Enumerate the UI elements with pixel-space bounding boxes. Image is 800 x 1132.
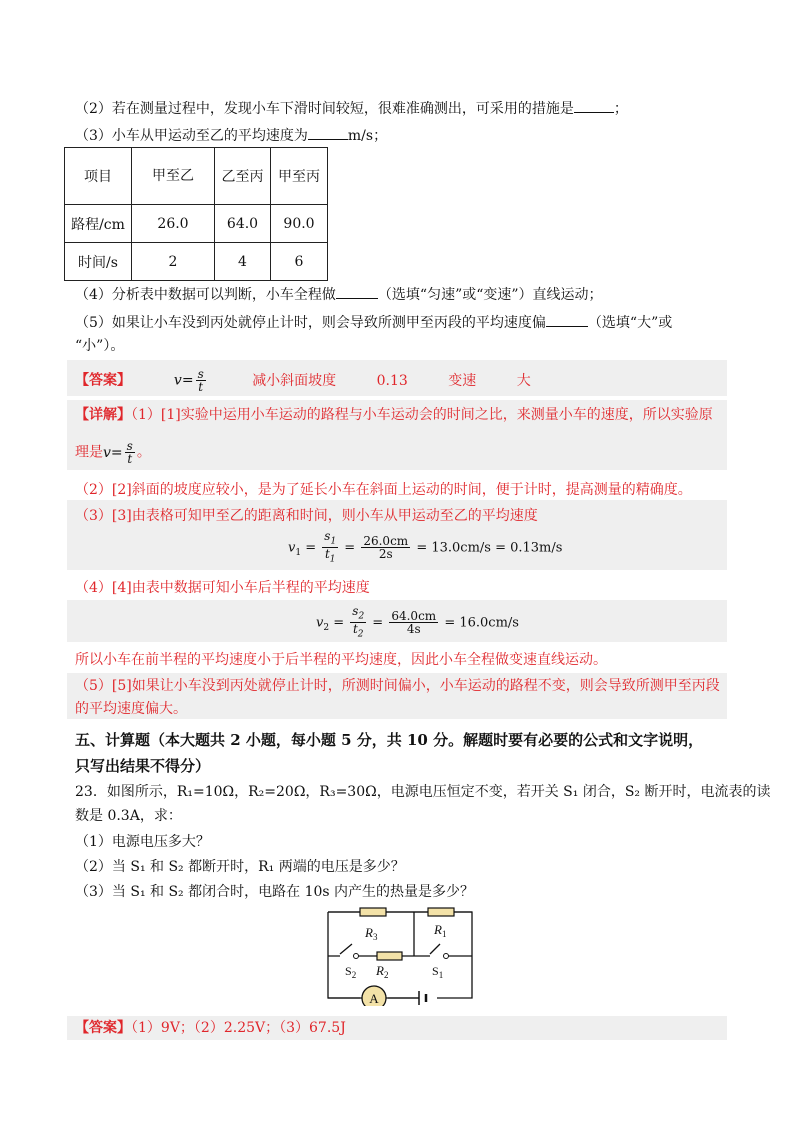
answer-23: [75, 1018, 346, 1038]
formula-sub: 1: [330, 536, 337, 547]
question-5-tail: （选填“大”或: [587, 315, 673, 331]
switch-contact: [444, 954, 449, 959]
table-header-cell: 甲至乙: [132, 148, 215, 205]
resistor-r2: [377, 952, 402, 960]
data-table: [64, 147, 328, 281]
question-3: [75, 125, 387, 146]
fraction-denominator: t: [198, 380, 204, 394]
detail-text: 理是: [75, 444, 103, 461]
formula-v1: $v_1$ = $\frac{s_1}{t_1}$ = $\frac{26.0cm}{2s}$ = 13.0cm/s = 0.13m/s: [288, 529, 563, 565]
question-4-text: （4）分析表中数据可以判断，小车全程做: [75, 287, 336, 303]
answer-item: 大: [516, 372, 531, 389]
label-r1: $R_1$: [434, 922, 447, 939]
detail-line-7: （5）[5]如果让小车没到丙处就停止计时，所测时间偏小，小车运动的路程不变，则会导致所测甲至丙段: [75, 678, 720, 694]
detail-text: （1）[1]实验中运用小车运动的路程与小车运动会的时间之比，来测量小车的速度，所以实验原: [131, 407, 713, 423]
fraction-numerator: s: [352, 604, 359, 618]
table-cell: 64.0: [215, 205, 271, 243]
label-s1: $S_1$: [432, 964, 444, 980]
formula-fraction: [322, 530, 338, 566]
question-5-line-1: [75, 312, 672, 333]
detail-line-6: 所以小车在前半程的平均速度小于后半程的平均速度，因此小车全程做变速直线运动。: [75, 652, 607, 668]
question-4: [75, 284, 603, 305]
formula-fraction: [361, 535, 410, 560]
circuit-diagram: [322, 906, 478, 1006]
formula-eq: =: [110, 444, 123, 461]
label-s2: $S_2$: [345, 964, 357, 980]
question-2-tail: ；: [613, 101, 628, 117]
table-row: [65, 243, 328, 281]
answer-item: 减小斜面坡度: [252, 372, 337, 389]
table-header-cell: 乙至丙: [215, 148, 271, 205]
question-3-unit: m/s；: [347, 128, 388, 144]
fraction-denominator: t: [127, 452, 133, 466]
question-23-sub-2: （2）当 S₁ 和 S₂ 都断开时，R₁ 两端的电压是多少？: [75, 859, 405, 875]
ammeter-label: A: [369, 991, 379, 1006]
formula-v: v: [173, 372, 182, 389]
fraction-denominator: t: [352, 622, 358, 637]
table-cell: 4: [215, 243, 271, 281]
table-cell: 路程/cm: [65, 205, 132, 243]
table-header-row: [65, 148, 328, 205]
formula-fraction: [196, 368, 206, 393]
detail-line-4: （3）[3]由表格可知甲至乙的距离和时间，则小车从甲运动至乙的平均速度: [75, 508, 538, 524]
label-r3: $R_3$: [365, 925, 378, 942]
fraction-numerator: s: [126, 439, 133, 453]
table-cell: 6: [271, 243, 328, 281]
table-cell: 26.0: [132, 205, 215, 243]
label-r2: $R_2$: [376, 963, 389, 980]
answer-text: （1）9V；（2）2.25V；（3）67.5J: [131, 1020, 346, 1036]
question-5-line-2: “小”）。: [75, 338, 125, 354]
fraction-numerator: s: [324, 529, 331, 543]
question-23-line-1: 23．如图所示，R₁=10Ω，R₂=20Ω，R₃=30Ω，电源电压恒定不变，若开关 S₁ 闭合，S₂ 断开时，电流表的读: [75, 784, 771, 800]
fraction-denominator: t: [324, 547, 330, 562]
fraction-numerator: s: [197, 367, 204, 381]
detail-line-2: [75, 440, 151, 465]
formula-sub: 1: [329, 554, 336, 565]
formula-v: v: [103, 444, 111, 461]
resistor-r3: [360, 908, 386, 916]
section-heading: 五、计算题（本大题共 2 小题，每小题 5 分，共 10 分。解题时要有必要的公式和文字说明，: [75, 731, 704, 749]
answer-blank: [308, 125, 348, 140]
table-header-cell: 甲至丙: [271, 148, 328, 205]
answer-item: 0.13: [376, 372, 408, 389]
answer-22: [75, 368, 531, 393]
answer-item: 变速: [448, 372, 477, 389]
detail-line-1: [75, 405, 713, 425]
fraction-numerator: 64.0cm: [391, 609, 437, 624]
question-4-tail: （选填“匀速”或“变速”）直线运动；: [377, 287, 603, 303]
question-23-sub-3: （3）当 S₁ 和 S₂ 都闭合时，电路在 10s 内产生的热量是多少？: [75, 884, 475, 900]
table-row: [65, 205, 328, 243]
answer-blank: [336, 284, 378, 299]
detail-text: 。: [136, 444, 151, 461]
fraction-numerator: 26.0cm: [363, 534, 409, 549]
question-3-text: （3）小车从甲运动至乙的平均速度为: [75, 128, 308, 144]
formula-fraction: [350, 605, 366, 641]
formula-result: = 16.0cm/s: [444, 615, 519, 631]
formula-sub: 2: [323, 622, 330, 633]
switch-contact: [354, 954, 359, 959]
detail-label: 【详解】: [75, 407, 131, 423]
formula-sub: 2: [357, 629, 364, 640]
answer-label: 【答案】: [75, 1020, 131, 1036]
formula-var: v: [288, 540, 296, 556]
question-5-text: （5）如果让小车没到丙处就停止计时，则会导致所测甲至丙段的平均速度偏: [75, 315, 546, 331]
table-cell: 时间/s: [65, 243, 132, 281]
fraction-denominator: 2s: [378, 547, 393, 562]
detail-line-3: （2）[2]斜面的坡度应较小，是为了延长小车在斜面上运动的时间，便于计时，提高测量的精确度。: [75, 482, 692, 498]
question-23-sub-1: （1）电源电压多大？: [75, 834, 210, 850]
question-2-text: （2）若在测量过程中，发现小车下滑时间较短，很难准确测出，可采用的措施是: [75, 101, 574, 117]
answer-blank: [574, 98, 614, 113]
formula-fraction: [125, 440, 135, 465]
table-header-cell: 项目: [65, 148, 132, 205]
formula-v2: $v_2$ = $\frac{s_2}{t_2}$ = $\frac{64.0cm}{4s}$ = 16.0cm/s: [316, 604, 519, 640]
table-cell: 90.0: [271, 205, 328, 243]
formula-eq: =: [181, 372, 194, 389]
resistor-r1: [428, 908, 454, 916]
formula-sub: 2: [358, 611, 365, 622]
detail-line-5: （4）[4]由表中数据可知小车后半程的平均速度: [75, 580, 370, 596]
question-2: [75, 98, 628, 119]
table-cell: 2: [132, 243, 215, 281]
section-heading: 只写出结果不得分）: [75, 757, 211, 775]
answer-label: 【答案】: [75, 372, 131, 389]
formula-sub: 1: [295, 547, 302, 558]
fraction-denominator: 4s: [406, 622, 421, 637]
question-23-line-2: 数是 0.3A，求：: [75, 808, 182, 824]
formula-fraction: [389, 610, 438, 635]
answer-blank: [546, 312, 588, 327]
formula-result: = 13.0cm/s = 0.13m/s: [416, 540, 563, 556]
detail-line-8: 的平均速度偏大。: [75, 701, 187, 717]
formula-var: v: [316, 615, 324, 631]
